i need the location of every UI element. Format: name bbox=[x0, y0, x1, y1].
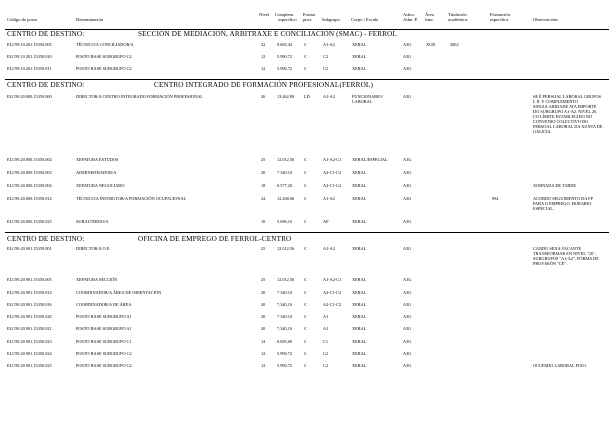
cell-denominacion: COORDINADOR/A DE ÁREA bbox=[76, 302, 132, 307]
col-adscr-2: Adm. P. bbox=[403, 17, 418, 22]
cell-nivel: 12 bbox=[261, 351, 266, 356]
col-subgrupo: Subgrupo bbox=[322, 17, 340, 22]
cell-formacion: 994 bbox=[492, 196, 499, 201]
cell-denominacion: ADMINISTRADOR/A bbox=[76, 170, 117, 175]
col-corpo: Corpo / Escala bbox=[351, 17, 379, 22]
cell-denominacion: POSTO BASE SUBGRUPO C2 bbox=[76, 54, 132, 59]
cell-denominacion: POSTO BASE SUBGRUPO A1 bbox=[76, 326, 132, 331]
cell-complem: 5.990,72 bbox=[277, 351, 293, 356]
cell-forma: C bbox=[304, 157, 307, 162]
col-formacion: Formación bbox=[490, 12, 510, 17]
cell-nivel: 25 bbox=[261, 277, 266, 282]
cell-codigo: ELC99.20.901.15350.005 bbox=[7, 277, 52, 282]
cell-complem: 5.696,10 bbox=[277, 219, 293, 224]
cell-corpo: XERAL bbox=[352, 42, 367, 47]
cell-corpo: XERAL bbox=[352, 302, 367, 307]
cell-codigo: ELC99.10.201.15350.010 bbox=[7, 54, 52, 59]
cell-forma: C bbox=[304, 66, 307, 71]
cell-nivel: 20 bbox=[261, 302, 266, 307]
cell-adscr: A3G bbox=[403, 246, 412, 251]
cell-subgrupo: A1 bbox=[323, 314, 329, 319]
cell-complem: 7.340,10 bbox=[277, 290, 293, 295]
col-titulacion: Titulación bbox=[448, 12, 467, 17]
cell-codigo: ELC99.20.901.15350.021 bbox=[7, 326, 52, 331]
col-titulacion-2: académica bbox=[448, 17, 468, 22]
cell-forma: C bbox=[304, 351, 307, 356]
col-forma: Forma bbox=[303, 12, 315, 17]
section-rule bbox=[5, 79, 609, 80]
cell-corpo: XERAL bbox=[352, 290, 367, 295]
section-rule bbox=[5, 232, 609, 233]
cell-complem: 6.577,20 bbox=[277, 183, 293, 188]
cell-denominacion: TÉCNICO/A INSTRUTOR/A FORMACIÓN OCUPACIONAL bbox=[76, 196, 187, 201]
cell-nivel: 12 bbox=[261, 363, 266, 368]
cell-corpo: XERAL bbox=[352, 339, 367, 344]
cell-subgrupo: A1-A2 bbox=[323, 42, 335, 47]
cell-denominacion: POSTO BASE SUBGRUPO C1 bbox=[76, 339, 132, 344]
cell-complem: 6.095,69 bbox=[277, 339, 293, 344]
cell-complem: 5.990,72 bbox=[277, 66, 293, 71]
cell-observacions: OCUPADO LABORAL FIXO. bbox=[533, 363, 587, 368]
col-adscr: Adscr. bbox=[403, 12, 415, 17]
cell-adscr: A3G bbox=[403, 66, 412, 71]
cell-codigo: ELC99.20.901.15350.016 bbox=[7, 302, 52, 307]
cell-corpo: XERAL bbox=[352, 363, 367, 368]
cell-forma: C bbox=[304, 339, 307, 344]
cell-adscr: A3G bbox=[403, 157, 412, 162]
cell-forma: LD bbox=[304, 94, 310, 99]
cell-corpo: FUNCIONARIO/ LABORAL bbox=[352, 94, 383, 104]
cell-corpo: XERAL bbox=[352, 351, 367, 356]
cell-adscr: A3G bbox=[403, 290, 412, 295]
cell-subgrupo: A1-A2-C1 bbox=[323, 157, 342, 162]
col-codigo: Código de posto bbox=[7, 17, 38, 22]
cell-subgrupo: A2-C1-C2 bbox=[323, 183, 342, 188]
cell-denominacion: TÉCNICO/A CONCILIADOR/A bbox=[76, 42, 134, 47]
col-observacions: Observacións bbox=[533, 17, 559, 22]
cell-subgrupo: C2 bbox=[323, 363, 329, 368]
cell-codigo: ELC99.10.201.15350.011 bbox=[7, 66, 52, 71]
cell-subgrupo: A2-C1-C2 bbox=[323, 170, 342, 175]
cell-nivel: 20 bbox=[261, 170, 266, 175]
cell-forma: C bbox=[304, 314, 307, 319]
cell-adscr: A3G bbox=[403, 277, 412, 282]
cell-denominacion: XEFATURA NEGOCIADO bbox=[76, 183, 125, 188]
col-nivel: Nivel bbox=[259, 12, 270, 17]
cell-nivel: 25 bbox=[261, 246, 266, 251]
cell-subgrupo: AP bbox=[323, 219, 329, 224]
cell-subgrupo: C2 bbox=[323, 66, 329, 71]
cell-complem: 8.665,44 bbox=[277, 42, 293, 47]
cell-denominacion: XEFATURA ESTUDOS bbox=[76, 157, 119, 162]
cell-adscr: A3G bbox=[403, 196, 412, 201]
cell-observacions: CANDO SEXA VACANTE TRANSFORMAR EN NIVEL "26", SUBGRUPOS "A1-A2", FORMA DE PROVISIÓN "CE". bbox=[533, 246, 599, 266]
cell-subgrupo: C1 bbox=[323, 339, 329, 344]
col-complem-2: específico bbox=[278, 17, 297, 22]
cell-corpo: XERAL bbox=[352, 54, 367, 59]
cell-codigo: ELC99.10.201.15350.005 bbox=[7, 42, 52, 47]
cell-adscr: A3G bbox=[403, 54, 412, 59]
cell-nivel: 10 bbox=[261, 219, 266, 224]
cell-codigo: ELC99.20.000.15350.012 bbox=[7, 196, 52, 201]
cell-subgrupo: C2 bbox=[323, 54, 329, 59]
cell-adscr: A3G bbox=[403, 339, 412, 344]
cell-complem: 5.990,72 bbox=[277, 363, 293, 368]
cell-codigo: ELC99.20.901.15350.024 bbox=[7, 351, 52, 356]
cell-observacions: SE É PERSOAL LABORAL GRUPOS I, II. Y COMPLEMENTO SINGULARIDADE ATA IMPORTE DO SUBGRUPO A1-A2, NIVEL 26. CO LÍMITE ESTABLECIDO NO CONVENIO COLECTIVO DO PERSOAL LABORAL DA XUNTA DE GALICIA. bbox=[533, 94, 603, 134]
cell-denominacion: POSTO BASE SUBGRUPO C2 bbox=[76, 351, 132, 356]
cell-complem: 5.990,72 bbox=[277, 54, 293, 59]
cell-denominacion: DIRECTOR/A CENTRO INTEGRADO FORMACIÓN PROFESIONAL bbox=[76, 94, 203, 99]
cell-corpo: XERAL bbox=[352, 314, 367, 319]
cell-complem: 7.340,10 bbox=[277, 326, 293, 331]
cell-subgrupo: A1-A2-C1 bbox=[323, 277, 342, 282]
centre-label: CENTRO DE DESTINO: bbox=[7, 30, 85, 38]
cell-adscr: A3G bbox=[403, 351, 412, 356]
cell-complem: 12.268,06 bbox=[277, 196, 295, 201]
cell-subgrupo: A1-A2 bbox=[323, 246, 335, 251]
cell-nivel: 20 bbox=[261, 290, 266, 295]
cell-denominacion: DIRECTOR/A O.E. bbox=[76, 246, 111, 251]
cell-corpo: XERAL bbox=[352, 326, 367, 331]
cell-observacions: ACORDO SEGUIMENTO DA FP PARA O EMPREGO. HORARIO ESPECIAL. bbox=[533, 196, 593, 211]
cell-codigo: ELC99.20.000.15350.000 bbox=[7, 94, 52, 99]
cell-corpo: XERAL bbox=[352, 170, 367, 175]
cell-forma: C bbox=[304, 42, 307, 47]
cell-denominacion: SUBALTERNO/A bbox=[76, 219, 109, 224]
cell-nivel: 25 bbox=[261, 157, 266, 162]
cell-complem: 12.012,56 bbox=[277, 157, 295, 162]
cell-nivel: 22 bbox=[261, 42, 266, 47]
cell-corpo: XERAL bbox=[352, 277, 367, 282]
cell-complem: 7.340,10 bbox=[277, 314, 293, 319]
cell-adscr: A3G bbox=[403, 302, 412, 307]
cell-denominacion: XEFATURA SECCIÓN bbox=[76, 277, 118, 282]
cell-forma: C bbox=[304, 363, 307, 368]
cell-forma: C bbox=[304, 246, 307, 251]
cell-denominacion: COORDINADOR/A ÁREA DE ORIENTACIÓN bbox=[76, 290, 162, 295]
cell-forma: C bbox=[304, 170, 307, 175]
col-complem: Complem. bbox=[275, 12, 295, 17]
cell-complem: 12.012,56 bbox=[277, 246, 295, 251]
cell-forma: C bbox=[304, 277, 307, 282]
cell-corpo: XERAL bbox=[352, 196, 367, 201]
cell-forma: C bbox=[304, 290, 307, 295]
cell-forma: C bbox=[304, 196, 307, 201]
cell-nivel: 12 bbox=[261, 66, 266, 71]
cell-area: XUR bbox=[426, 42, 436, 47]
cell-adscr: A3G bbox=[403, 42, 412, 47]
centre-label: CENTRO DE DESTINO: bbox=[7, 81, 85, 89]
col-forma-2: prov. bbox=[303, 17, 313, 22]
cell-adscr: A3G bbox=[403, 363, 412, 368]
centre-name: OFICINA DE EMPREGO DE FERROL-CENTRO bbox=[138, 235, 292, 243]
cell-subgrupo: C2 bbox=[323, 351, 329, 356]
cell-nivel: 20 bbox=[261, 314, 266, 319]
cell-subgrupo: A1 bbox=[323, 326, 329, 331]
cell-forma: C bbox=[304, 183, 307, 188]
cell-observacions: XORNADA DE TARDE. bbox=[533, 183, 578, 188]
cell-corpo: XERAL/ESPECIAL bbox=[352, 157, 388, 162]
cell-adscr: A3G bbox=[403, 326, 412, 331]
cell-subgrupo: A2-C1-C2 bbox=[323, 290, 342, 295]
cell-codigo: ELC99.20.000.15350.025 bbox=[7, 219, 52, 224]
cell-forma: C bbox=[304, 54, 307, 59]
cell-codigo: ELC99.20.000.15350.003 bbox=[7, 170, 52, 175]
col-denominacion: Denominación bbox=[76, 17, 104, 22]
cell-subgrupo: A1-A2 bbox=[323, 196, 335, 201]
cell-denominacion: POSTO BASE SUBGRUPO A1 bbox=[76, 314, 132, 319]
centre-name: SECCIÓN DE MEDIACIÓN, ARBITRAXE E CONCILIACIÓN (SMAC) - FERROL bbox=[138, 30, 398, 38]
cell-corpo: XERAL bbox=[352, 183, 367, 188]
centre-name: CENTRO INTEGRADO DE FORMACIÓN PROFESIONAL(FERROL) bbox=[154, 81, 373, 89]
col-formacion-2: específica bbox=[490, 17, 509, 22]
col-area: Área bbox=[425, 12, 434, 17]
table-header bbox=[0, 10, 615, 28]
cell-corpo: XERAL bbox=[352, 66, 367, 71]
cell-forma: C bbox=[304, 219, 307, 224]
cell-corpo: XERAL bbox=[352, 219, 367, 224]
cell-codigo: ELC99.20.000.15350.002 bbox=[7, 157, 52, 162]
cell-forma: C bbox=[304, 326, 307, 331]
cell-forma: C bbox=[304, 302, 307, 307]
cell-nivel: 12 bbox=[261, 54, 266, 59]
cell-complem: 12.012,56 bbox=[277, 277, 295, 282]
cell-codigo: ELC99.20.901.15350.020 bbox=[7, 314, 52, 319]
cell-codigo: ELC99.20.901.15350.025 bbox=[7, 363, 52, 368]
cell-codigo: ELC99.20.901.15350.014 bbox=[7, 290, 52, 295]
cell-denominacion: POSTO BASE SUBGRUPO C2 bbox=[76, 66, 132, 71]
cell-subgrupo: A1-A2 bbox=[323, 94, 335, 99]
cell-adscr: A3G bbox=[403, 219, 412, 224]
cell-nivel: 14 bbox=[261, 339, 266, 344]
cell-adscr: A3G bbox=[403, 94, 412, 99]
cell-nivel: 20 bbox=[261, 326, 266, 331]
cell-nivel: 26 bbox=[261, 94, 266, 99]
cell-adscr: A3G bbox=[403, 170, 412, 175]
centre-label: CENTRO DE DESTINO: bbox=[7, 235, 85, 243]
cell-codigo: ELC99.20.000.15350.004 bbox=[7, 183, 52, 188]
cell-complem: 13.462,89 bbox=[277, 94, 295, 99]
col-area-2: func. bbox=[425, 17, 435, 22]
cell-subgrupo: A2-C1-C2 bbox=[323, 302, 342, 307]
cell-complem: 7.340,10 bbox=[277, 170, 293, 175]
cell-nivel: 24 bbox=[261, 196, 266, 201]
cell-codigo: ELC99.20.901.15350.023 bbox=[7, 339, 52, 344]
cell-complem: 7.340,10 bbox=[277, 302, 293, 307]
cell-titulacion: 2002 bbox=[450, 42, 459, 47]
cell-corpo: XERAL bbox=[352, 246, 367, 251]
cell-nivel: 18 bbox=[261, 183, 266, 188]
cell-adscr: A3G bbox=[403, 183, 412, 188]
cell-codigo: ELC99.20.901.15350.001 bbox=[7, 246, 52, 251]
cell-denominacion: POSTO BASE SUBGRUPO C2 bbox=[76, 363, 132, 368]
cell-adscr: A3G bbox=[403, 314, 412, 319]
